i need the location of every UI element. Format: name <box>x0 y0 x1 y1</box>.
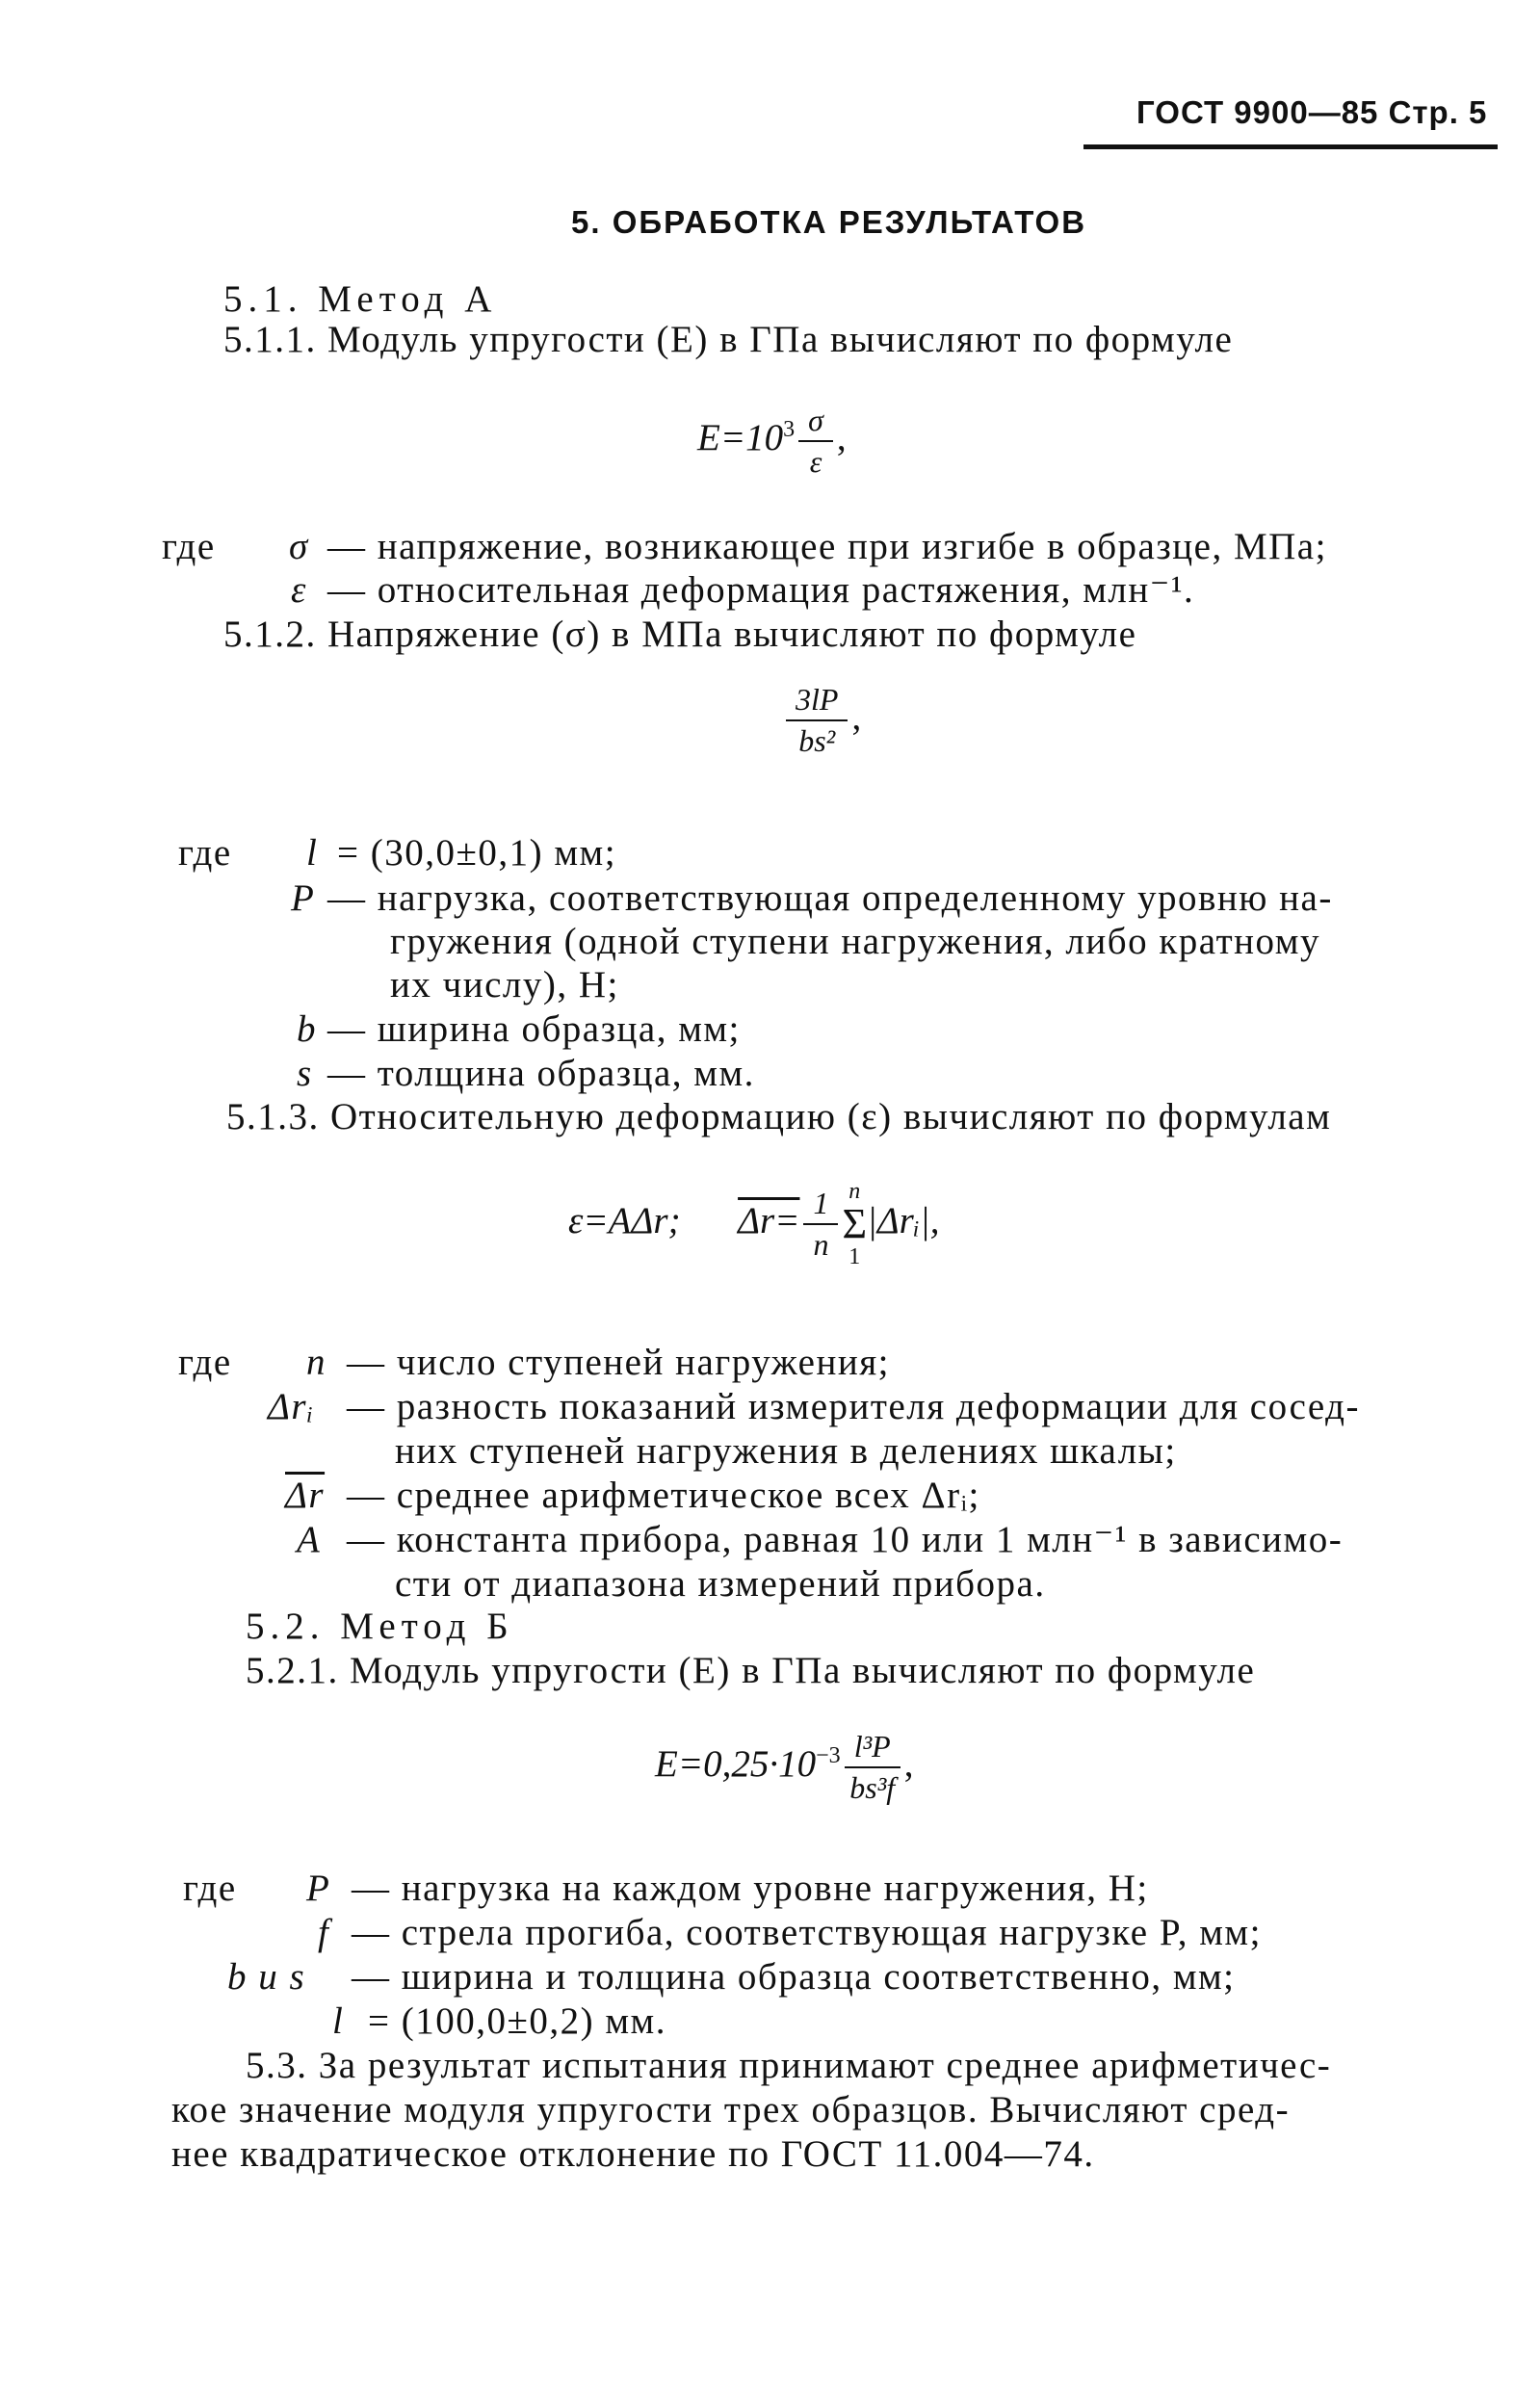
where4-lead: где <box>183 1868 237 1909</box>
where3-text-n: — число ступеней нагружения; <box>347 1342 890 1383</box>
where4-sym-p: P <box>306 1868 331 1909</box>
formula-3-num: 1 <box>803 1186 838 1225</box>
where2-sym-b: b <box>297 1008 317 1050</box>
where2-sym-s: s <box>297 1053 313 1094</box>
where2-text-l: = (30,0±0,1) мм; <box>337 832 617 874</box>
where2-text-p2: гружения (одной ступени нагружения, либо кратному <box>390 921 1320 962</box>
formula-4-lhs: E=0,25·10 <box>655 1742 817 1785</box>
where1-sym-eps: ε <box>291 569 307 611</box>
formula-2-num: 3lP <box>786 682 848 721</box>
formula-2-fraction <box>786 682 848 759</box>
formula-3-mid: Δr= <box>738 1199 800 1241</box>
where2-text-p1: — нагрузка, соответствующая определенному уровню на- <box>327 877 1333 919</box>
section-title: 5. ОБРАБОТКА РЕЗУЛЬТАТОВ <box>571 204 1087 240</box>
formula-e-modulus-a <box>697 403 847 480</box>
formula-1-tail: , <box>836 416 847 458</box>
where3-text-drbar: — среднее арифметическое всех Δrᵢ; <box>347 1475 980 1516</box>
where3-text-a2: сти от диапазона измерений прибора. <box>395 1563 1046 1605</box>
formula-3-fraction <box>803 1186 838 1263</box>
formula-1-den: ε <box>809 444 822 479</box>
formula-3-den: n <box>813 1227 829 1262</box>
where4-sym-f: f <box>318 1912 330 1953</box>
formula-3-right: |Δrᵢ|, <box>867 1199 940 1241</box>
page-header: ГОСТ 9900—85 Стр. 5 <box>1136 94 1488 130</box>
where1-text-eps: — относительная деформация растяжения, млн⁻¹. <box>327 569 1195 611</box>
formula-1-exp: 3 <box>783 416 796 442</box>
where3-sym-a: A <box>297 1519 322 1560</box>
where2-sym-l: l <box>306 832 319 874</box>
where2-text-b: — ширина образца, мм; <box>327 1008 741 1050</box>
formula-1-lhs: E=10 <box>697 416 784 458</box>
formula-4-tail: , <box>903 1742 914 1785</box>
formula-2-tail: , <box>851 695 862 738</box>
paragraph-5-1-3: 5.1.3. Относительную деформацию (ε) вычисляют по формулам <box>226 1096 1332 1137</box>
formula-stress <box>782 682 861 759</box>
formula-3-sum-top: n <box>848 1179 861 1204</box>
where3-sym-dri: Δrᵢ <box>268 1386 315 1427</box>
formula-strain <box>568 1180 940 1268</box>
where1-lead: где <box>162 526 216 567</box>
formula-e-modulus-b <box>655 1729 913 1806</box>
paragraph-5-1-2: 5.1.2. Напряжение (σ) в МПа вычисляют по формуле <box>223 614 1137 655</box>
header-rule <box>1083 144 1498 149</box>
formula-4-fraction <box>845 1729 901 1806</box>
where3-text-dri2: них ступеней нагружения в делениях шкалы; <box>395 1430 1177 1472</box>
where4-text-bs: — ширина и толщина образца соответственно, мм; <box>352 1956 1236 1998</box>
method-a-heading: 5.1. Метод А <box>223 278 498 320</box>
where2-text-s: — толщина образца, мм. <box>327 1053 755 1094</box>
method-b-heading: 5.2. Метод Б <box>246 1606 514 1647</box>
where2-sym-p: P <box>291 877 316 919</box>
formula-4-den: bs³f <box>849 1770 896 1805</box>
formula-2-den: bs² <box>798 723 836 758</box>
where4-text-l: = (100,0±0,2) мм. <box>368 2000 666 2042</box>
where3-sym-n: n <box>306 1342 326 1383</box>
where2-text-p3: их числу), Н; <box>390 964 619 1006</box>
paragraph-5-2-1: 5.2.1. Модуль упругости (E) в ГПа вычисляют по формуле <box>246 1650 1256 1691</box>
where4-sym-bs: b и s <box>227 1956 306 1998</box>
where2-lead: где <box>178 832 232 874</box>
paragraph-5-3-line2: кое значение модуля упругости трех образцов. Вычисляют сред- <box>171 2089 1291 2130</box>
paragraph-5-3-line3: нее квадратическое отклонение по ГОСТ 11.004—74. <box>171 2133 1095 2175</box>
where1-text-sigma: — напряжение, возникающее при изгибе в образце, МПа; <box>327 526 1327 567</box>
where4-sym-l: l <box>332 2000 345 2042</box>
formula-4-exp: −3 <box>816 1742 841 1768</box>
formula-3-sum-sign: Σ <box>842 1200 868 1247</box>
paragraph-5-1-1: 5.1.1. Модуль упругости (E) в ГПа вычисляют по формуле <box>223 319 1234 360</box>
paragraph-5-3-line1: 5.3. За результат испытания принимают среднее арифметичес- <box>246 2045 1332 2086</box>
where3-text-dri1: — разность показаний измерителя деформации для сосед- <box>347 1386 1360 1427</box>
where3-text-a1: — константа прибора, равная 10 или 1 млн⁻¹ в зависимо- <box>347 1519 1344 1560</box>
formula-1-fraction <box>798 403 833 480</box>
where4-text-f: — стрела прогиба, соответствующая нагрузке P, мм; <box>352 1912 1262 1953</box>
where1-sym-sigma: σ <box>289 526 309 567</box>
where4-text-p: — нагрузка на каждом уровне нагружения, Н; <box>352 1868 1149 1909</box>
where3-lead: где <box>178 1342 232 1383</box>
formula-3-left: ε=AΔr; <box>568 1199 681 1241</box>
formula-4-num: l³P <box>845 1729 901 1768</box>
where3-sym-drbar: $\overline{\Delta r}$ <box>285 1475 326 1516</box>
formula-1-num: σ <box>798 403 833 442</box>
formula-3-sum <box>842 1180 867 1268</box>
formula-3-sum-bottom: 1 <box>848 1244 861 1269</box>
